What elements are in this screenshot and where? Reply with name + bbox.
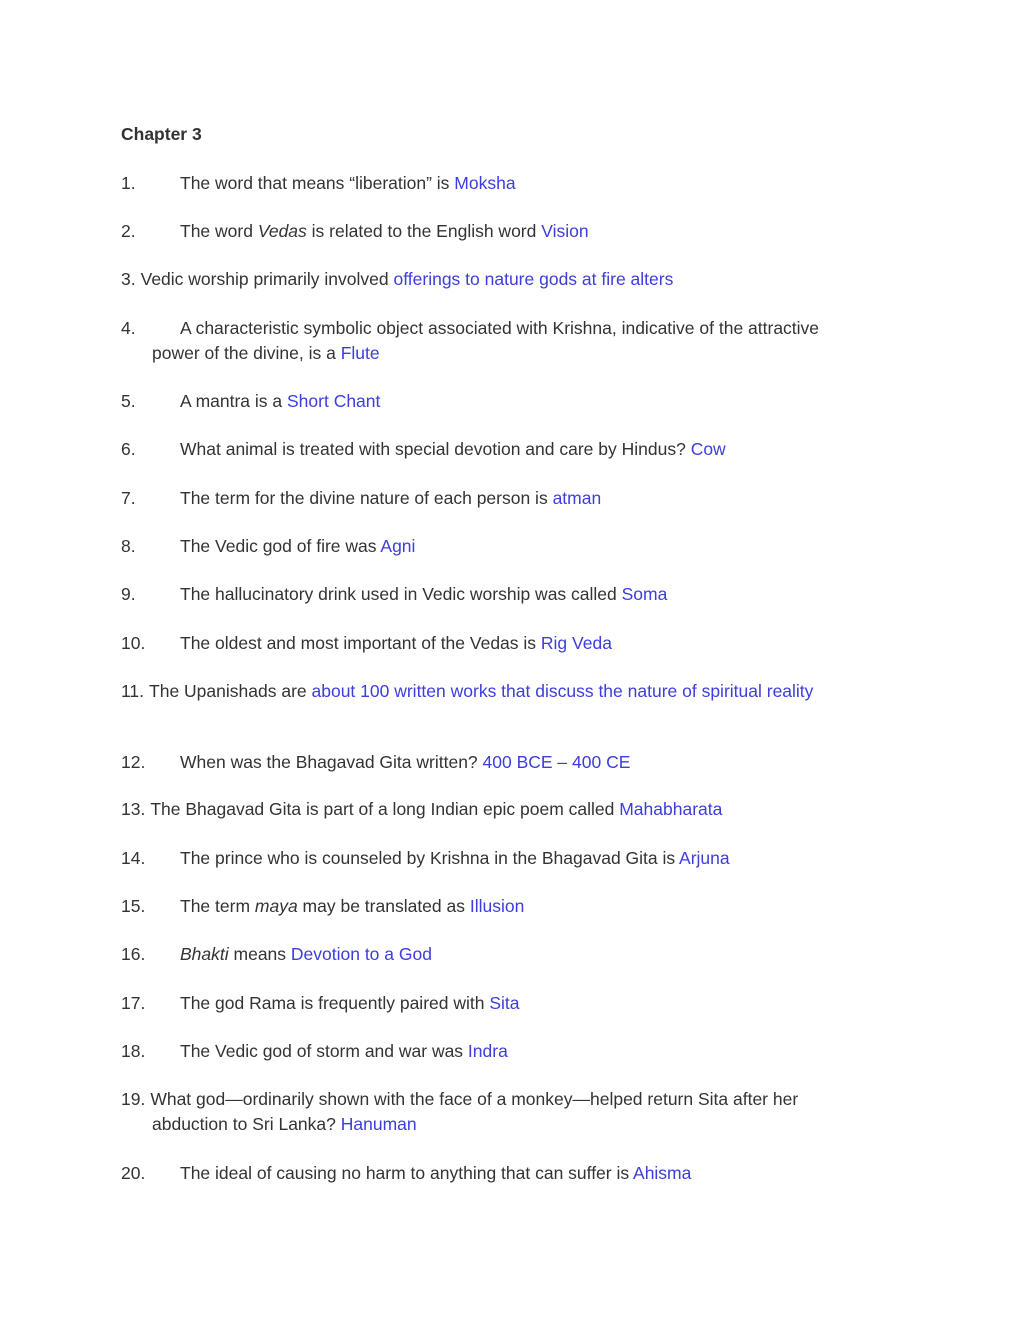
question-term: Bhakti bbox=[180, 944, 229, 964]
question-number: 3. bbox=[121, 269, 136, 289]
question-text-cont: means bbox=[228, 944, 291, 964]
question-7 bbox=[121, 486, 881, 511]
answer: Moksha bbox=[454, 173, 516, 193]
question-term: maya bbox=[254, 896, 298, 916]
answer: Sita bbox=[489, 993, 520, 1013]
answer: 400 BCE – 400 CE bbox=[482, 752, 631, 772]
question-text: What animal is treated with special devotion and care by Hindus? bbox=[180, 439, 691, 459]
question-number: 13. bbox=[121, 799, 146, 819]
question-text: A characteristic symbolic object associated with Krishna, indicative of the attractive bbox=[180, 318, 820, 338]
question-4 bbox=[121, 316, 881, 366]
question-11 bbox=[121, 679, 921, 704]
question-15 bbox=[121, 894, 881, 919]
question-text: The Vedic god of fire was bbox=[180, 536, 381, 556]
question-number: 16. bbox=[121, 944, 146, 964]
question-text: The ideal of causing no harm to anything that can suffer is bbox=[180, 1163, 634, 1183]
answer: Short Chant bbox=[287, 391, 381, 411]
question-text: The Vedic god of storm and war was bbox=[180, 1041, 468, 1061]
question-9 bbox=[121, 582, 881, 607]
question-text: The Bhagavad Gita is part of a long Indian epic poem called bbox=[150, 799, 620, 819]
question-text: A mantra is a bbox=[180, 391, 287, 411]
question-text: Vedic worship primarily involved bbox=[140, 269, 394, 289]
question-text: What god—ordinarily shown with the face of a monkey—helped return Sita after her bbox=[150, 1089, 799, 1109]
page-title: Chapter 3 bbox=[121, 124, 202, 144]
question-1 bbox=[121, 171, 881, 196]
question-16 bbox=[121, 942, 881, 967]
question-number: 2. bbox=[121, 221, 136, 241]
question-number: 1. bbox=[121, 173, 136, 193]
question-number: 11. bbox=[121, 681, 145, 701]
question-text: The term for the divine nature of each person is bbox=[180, 488, 553, 508]
question-number: 15. bbox=[121, 896, 146, 916]
question-text: The word that means “liberation” is bbox=[180, 173, 455, 193]
answer: Arjuna bbox=[679, 848, 730, 868]
question-text: When was the Bhagavad Gita written? bbox=[180, 752, 483, 772]
answer: Hanuman bbox=[340, 1114, 417, 1134]
question-13 bbox=[121, 797, 881, 822]
answer: Rig Veda bbox=[540, 633, 612, 653]
question-text: The hallucinatory drink used in Vedic worship was called bbox=[180, 584, 622, 604]
question-text: The oldest and most important of the Vedas is bbox=[180, 633, 541, 653]
answer: Agni bbox=[380, 536, 416, 556]
answer: atman bbox=[552, 488, 602, 508]
question-number: 14. bbox=[121, 848, 146, 868]
question-number: 9. bbox=[121, 584, 136, 604]
question-number: 17. bbox=[121, 993, 146, 1013]
question-text-cont: is related to the English word bbox=[306, 221, 542, 241]
answer: Vision bbox=[541, 221, 589, 241]
question-text: The god Rama is frequently paired with bbox=[180, 993, 490, 1013]
question-14 bbox=[121, 846, 881, 871]
question-text: The word bbox=[180, 221, 258, 241]
answer: Mahabharata bbox=[619, 799, 723, 819]
answer: Soma bbox=[621, 584, 668, 604]
question-number: 7. bbox=[121, 488, 136, 508]
question-19 bbox=[121, 1087, 881, 1137]
answer: Indra bbox=[467, 1041, 508, 1061]
question-number: 10. bbox=[121, 633, 146, 653]
question-term: Vedas bbox=[257, 221, 307, 241]
question-number: 18. bbox=[121, 1041, 146, 1061]
answer: Cow bbox=[690, 439, 726, 459]
question-number: 19. bbox=[121, 1089, 146, 1109]
question-text-cont: power of the divine, is a bbox=[152, 343, 341, 363]
question-number: 20. bbox=[121, 1163, 146, 1183]
question-17 bbox=[121, 991, 881, 1016]
answer: Flute bbox=[340, 343, 380, 363]
question-number: 5. bbox=[121, 391, 136, 411]
question-number: 6. bbox=[121, 439, 136, 459]
question-5 bbox=[121, 389, 881, 414]
question-text: The term bbox=[180, 896, 255, 916]
question-3 bbox=[121, 267, 881, 292]
question-text-cont: abduction to Sri Lanka? bbox=[152, 1114, 341, 1134]
question-2 bbox=[121, 219, 881, 244]
question-text: The prince who is counseled by Krishna in the Bhagavad Gita is bbox=[180, 848, 680, 868]
question-8 bbox=[121, 534, 881, 559]
question-text-cont: may be translated as bbox=[297, 896, 470, 916]
answer: offerings to nature gods at fire alters bbox=[393, 269, 674, 289]
question-18 bbox=[121, 1039, 881, 1064]
question-text: The Upanishads are bbox=[149, 681, 312, 701]
question-12 bbox=[121, 750, 881, 775]
question-number: 12. bbox=[121, 752, 146, 772]
question-number: 8. bbox=[121, 536, 136, 556]
question-number: 4. bbox=[121, 318, 136, 338]
answer: Devotion to a God bbox=[290, 944, 432, 964]
answer: Illusion bbox=[469, 896, 525, 916]
question-10 bbox=[121, 631, 881, 656]
answer: about 100 written works that discuss the nature of spiritual reality bbox=[311, 681, 814, 701]
question-20 bbox=[121, 1161, 881, 1186]
question-6 bbox=[121, 437, 881, 462]
answer: Ahisma bbox=[633, 1163, 692, 1183]
